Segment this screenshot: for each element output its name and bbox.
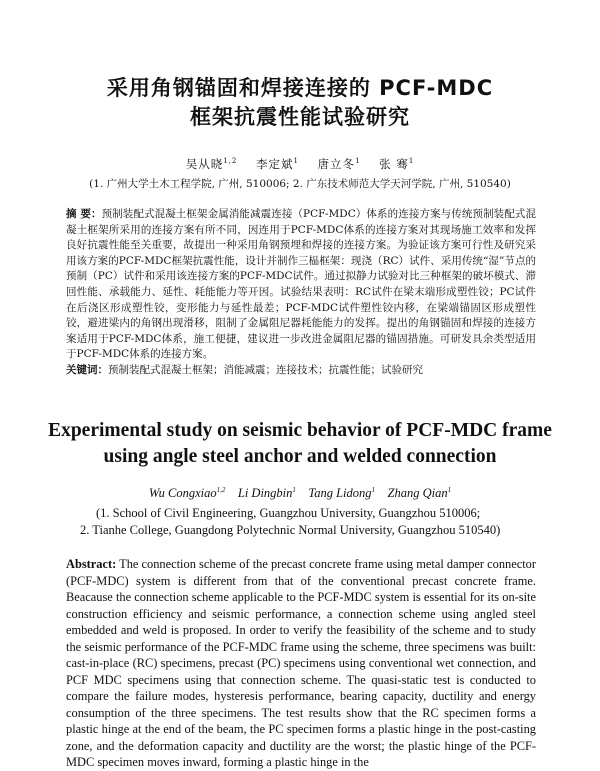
en-author: Li Dingbin$^1$ bbox=[237, 486, 296, 501]
en-affiliation-1: (1. School of Civil Engineering, Guangzhou University, Guangzhou 510006; bbox=[96, 506, 481, 520]
en-title-line1: Experimental study on seismic behavior of PCF-MDC frame bbox=[48, 420, 552, 441]
cn-abstract-text: 预制装配式混凝土框架金属消能减震连接（PCF-MDC）体系的连接方案与传统预制装配式混凝土框架所采用的连接方案有所不同，因连用于PCF-MDC体系的连接方案对其现场施工效率和发挥良好抗震性能至关重要，故提出一种采用角钢预埋和焊接的连接方案。为验证该方案可行性及研究采用该方案的PCF-MDC框架抗震性能，设计并制作三榀框架：现浇（RC）试件、采用传统“湿”节点的预制（PC）试件和采用该连接方案的PCF-MDC试件。通过拟静力试验对比三种框架的破坏模式、滞回性能、承载能力、延性、耗能能力等开因。试验结果表明：RC试件在梁末端形成塑性铰；PC试件在后浇区形成塑性铰，变形能力与延性最差；PCF-MDC试件塑性铰内移，在梁端锚固区形成塑性铰，避进梁内的角钢出现滑移，阻制了金属阻尼器耗能能力的发挥。提出的角钢锚固和焊接的连接方案适用于PCF-MDC体系，施工便捷，建议进一步改进金属阻尼器的锚固措施。可研发具余类型适用于PCF-MDC体系的连接方案。 bbox=[66, 208, 536, 361]
en-title-line2: using angle steel anchor and welded connection bbox=[103, 446, 497, 467]
en-authors bbox=[0, 486, 600, 501]
en-abstract bbox=[66, 556, 536, 771]
cn-title-line1: 采用角钢锚固和焊接连接的 PCF-MDC bbox=[106, 76, 494, 100]
en-author: Wu Congxiao$^{1,2}$ bbox=[148, 486, 226, 501]
en-author: Tang Lidong$^1$ bbox=[308, 486, 376, 501]
en-abstract-label: Abstract: bbox=[66, 557, 117, 571]
cn-author: 唐立冬$^1$ bbox=[317, 157, 361, 171]
cn-keywords-text: 预制装配式混凝土框架；消能减震；连接技术；抗震性能；试验研究 bbox=[108, 363, 423, 376]
en-abstract-text: The connection scheme of the precast concrete frame using metal damper connector (PCF-MDC) system is different from that of the conventional precast concrete frame. Beacause the connection scheme applicable to the PCF-MDC system is essential for its on-site construction efficiency and seismic performance, a connection scheme using angled steel embedded and weld is proposed. In order to verify the feasibility of the scheme and to study the seismic performance of the PCF-MDC frame using the scheme, three specimens was built: cast-in-place (RC) specimens, precast (PC) specimens using conventional wet connection, and PCF MDC specimens using that connection scheme. The quasi-static test is conducted to compare the failure modes, hysteresis performance, bearing capacity, ductility and energy consumption of the three specimens. The test results show that the RC specimen forms a plastic hinge at the end of the beam, the PC specimen forms a plastic hinge in the post-casting zone, and the deformation capacity and ductility are the worst; the plastic hinge of the PCF-MDC specimen moves inward, forming a plastic hinge in the bbox=[66, 557, 537, 769]
cn-author: 张 骞$^1$ bbox=[379, 157, 415, 171]
cn-abstract bbox=[66, 207, 536, 379]
en-affiliation-2: 2. Tianhe College, Guangdong Polytechnic Normal University, Guangzhou 510540) bbox=[80, 523, 501, 537]
cn-author: 李定斌$^1$ bbox=[255, 157, 299, 171]
cn-keywords-label: 关键词： bbox=[66, 363, 108, 376]
cn-keywords bbox=[66, 363, 536, 379]
cn-title-line2: 框架抗震性能试验研究 bbox=[190, 105, 410, 129]
cn-abstract-label: 摘 要： bbox=[66, 208, 102, 220]
en-author: Zhang Qian$^1$ bbox=[387, 486, 452, 501]
cn-affiliation: (1. 广州大学土木工程学院, 广州, 510006; 2. 广东技术师范大学天河学院, 广州, 510540) bbox=[89, 178, 511, 190]
cn-authors bbox=[0, 156, 600, 172]
cn-author: 吴从晓$^{1,2}$ bbox=[185, 157, 238, 171]
